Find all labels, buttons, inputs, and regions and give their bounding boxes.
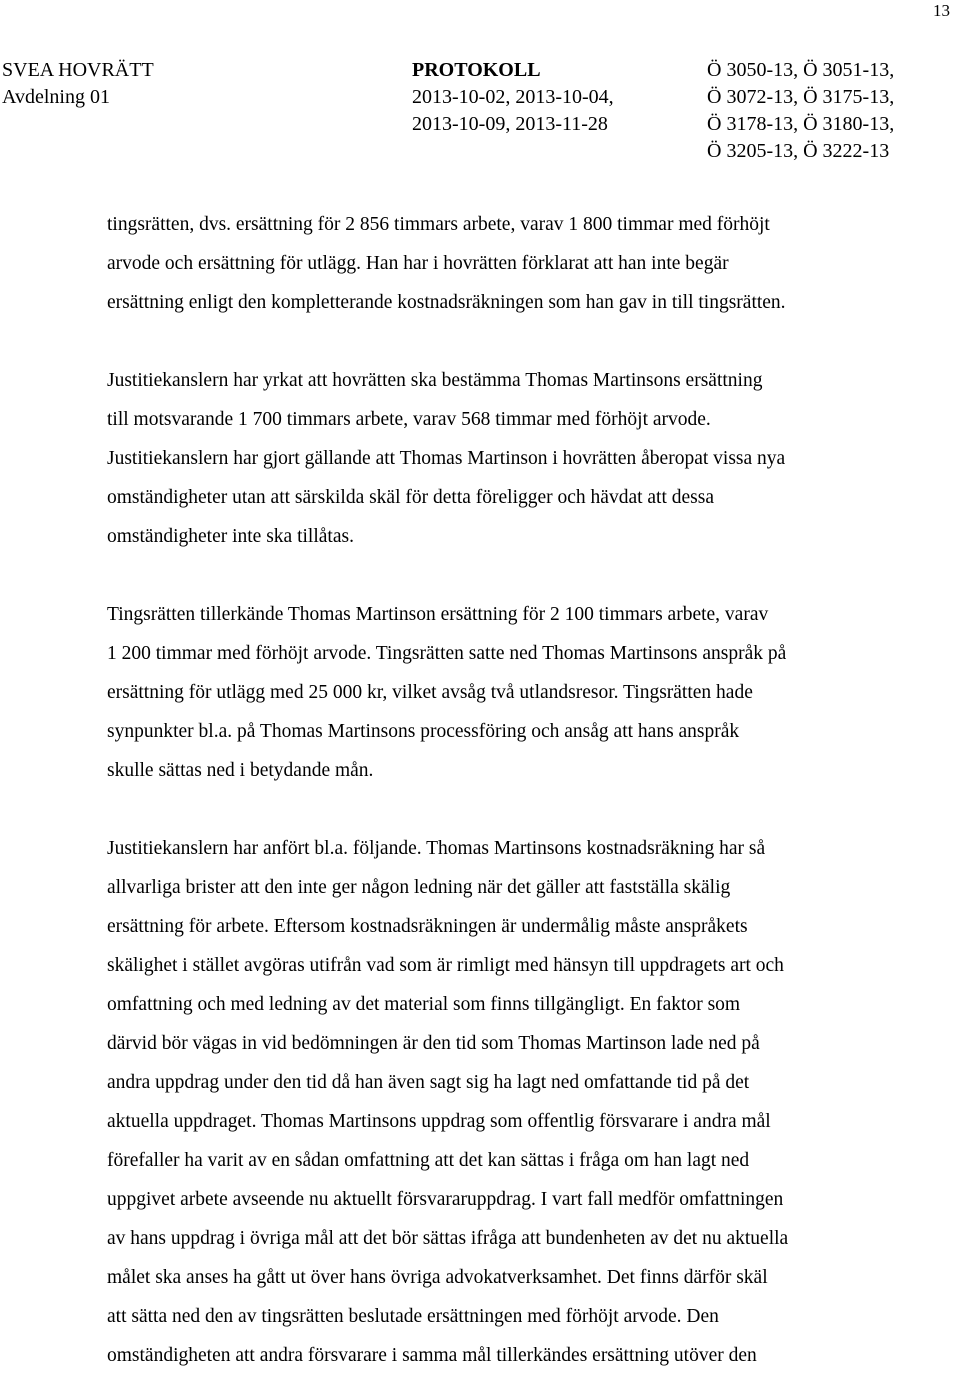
text-line: omständigheten att andra försvarare i samma mål tillerkändes ersättning utöver den (107, 1345, 757, 1366)
text-line: arvode och ersättning för utlägg. Han har i hovrätten förklarat att han inte begär (107, 253, 729, 274)
text-line: förefaller ha varit av en sådan omfattning att det kan sättas i fråga om han lagt ned (107, 1150, 750, 1171)
text-line: omständigheter inte ska tillåtas. (107, 526, 354, 547)
text-line: Justitiekanslern har yrkat att hovrätten ska bestämma Thomas Martinsons ersättning (107, 370, 763, 391)
case-numbers-line: Ö 3178-13, Ö 3180-13, (707, 113, 895, 135)
paragraph (107, 205, 907, 322)
text-line: andra uppdrag under den tid då han även sagt sig ha lagt ned omfattande tid på det (107, 1072, 750, 1093)
paragraph-gap (107, 556, 907, 595)
text-line: Justitiekanslern har gjort gällande att Thomas Martinson i hovrätten åberopat vissa nya (107, 448, 786, 469)
text-line: ersättning enligt den kompletterande kostnadsräkningen som han gav in till tingsrätten. (107, 292, 786, 313)
text-line: till motsvarande 1 700 timmars arbete, varav 568 timmar med förhöjt arvode. (107, 409, 711, 430)
paragraph (107, 361, 907, 556)
body-text (107, 205, 907, 1375)
court-division: Avdelning 01 (2, 86, 110, 108)
text-line: 1 200 timmar med förhöjt arvode. Tingsrätten satte ned Thomas Martinsons anspråk på (107, 643, 787, 664)
case-numbers-line: Ö 3072-13, Ö 3175-13, (707, 86, 895, 108)
text-line: allvarliga brister att den inte ger någon ledning när det gäller att fastställa skälig (107, 877, 731, 898)
text-line: ersättning för arbete. Eftersom kostnadsräkningen är undermålig måste anspråkets (107, 916, 748, 937)
text-line: skulle sättas ned i betydande mån. (107, 760, 374, 781)
court-name: SVEA HOVRÄTT (2, 59, 154, 81)
text-line: Tingsrätten tillerkände Thomas Martinson ersättning för 2 100 timmars arbete, varav (107, 604, 769, 625)
text-line: synpunkter bl.a. på Thomas Martinsons processföring och ansåg att hans anspråk (107, 721, 740, 742)
text-line: uppgivet arbete avseende nu aktuellt försvararuppdrag. I vart fall medför omfattningen (107, 1189, 784, 1210)
protocol-title: PROTOKOLL (412, 59, 541, 81)
protocol-dates-line: 2013-10-02, 2013-10-04, (412, 86, 614, 108)
page-number: 13 (933, 1, 950, 20)
paragraph-gap (107, 322, 907, 361)
paragraph (107, 595, 907, 790)
text-line: tingsrätten, dvs. ersättning för 2 856 timmars arbete, varav 1 800 timmar med förhöjt (107, 214, 770, 235)
text-line: Justitiekanslern har anfört bl.a. följande. Thomas Martinsons kostnadsräkning har så (107, 838, 766, 859)
court-name-block (2, 57, 154, 111)
text-line: av hans uppdrag i övriga mål att det bör sättas ifråga att bundenheten av det nu aktuella (107, 1228, 789, 1249)
text-line: omständigheter utan att särskilda skäl för detta föreligger och hävdat att dessa (107, 487, 715, 508)
text-line: därvid bör vägas in vid bedömningen är den tid som Thomas Martinson lade ned på (107, 1033, 760, 1054)
paragraph-gap (107, 790, 907, 829)
protocol-block (412, 57, 614, 138)
text-line: aktuella uppdraget. Thomas Martinsons uppdrag som offentlig försvarare i andra mål (107, 1111, 771, 1132)
text-line: målet ska anses ha gått ut över hans övriga advokatverksamhet. Det finns därför skäl (107, 1267, 768, 1288)
text-line: att sätta ned den av tingsrätten beslutade ersättningen med förhöjt arvode. Den (107, 1306, 719, 1327)
protocol-dates-line: 2013-10-09, 2013-11-28 (412, 113, 608, 135)
text-line: skälighet i stället avgöras utifrån vad som är rimligt med hänsyn till uppdragets art och (107, 955, 784, 976)
text-line: omfattning och med ledning av det material som finns tillgängligt. En faktor som (107, 994, 741, 1015)
paragraph (107, 829, 907, 1375)
case-numbers-block (707, 57, 894, 165)
text-line: ersättning för utlägg med 25 000 kr, vilket avsåg två utlandsresor. Tingsrätten hade (107, 682, 753, 703)
case-numbers-line: Ö 3205-13, Ö 3222-13 (707, 140, 890, 162)
case-numbers-line: Ö 3050-13, Ö 3051-13, (707, 59, 895, 81)
